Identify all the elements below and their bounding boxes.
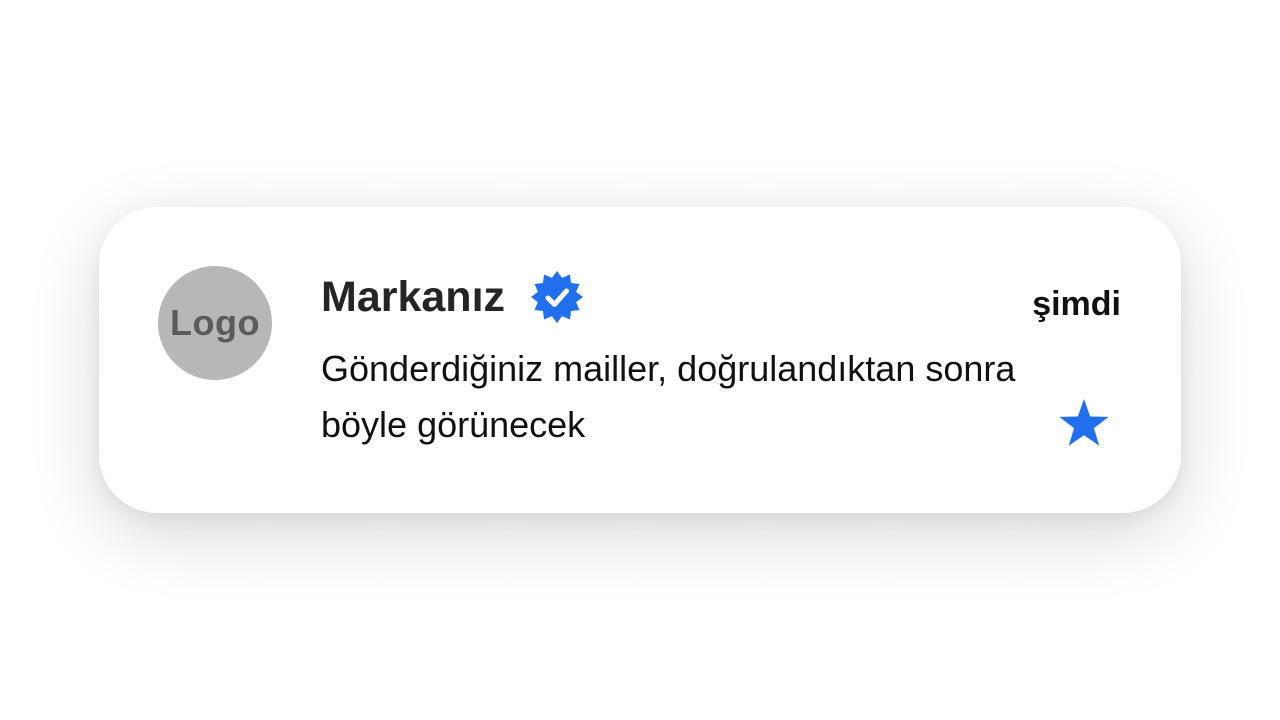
verified-badge-icon — [529, 269, 585, 325]
brand-logo — [158, 266, 272, 380]
logo-label: Logo — [170, 302, 260, 343]
sender-name: Markanız — [321, 272, 506, 321]
timestamp: şimdi — [1032, 285, 1121, 323]
notification-card[interactable] — [99, 207, 1181, 513]
message-preview: Gönderdiğiniz mailler, doğrulandıktan sonra böyle görünecek — [321, 348, 1016, 445]
star-icon[interactable] — [1057, 397, 1111, 451]
sender-row — [321, 269, 585, 325]
